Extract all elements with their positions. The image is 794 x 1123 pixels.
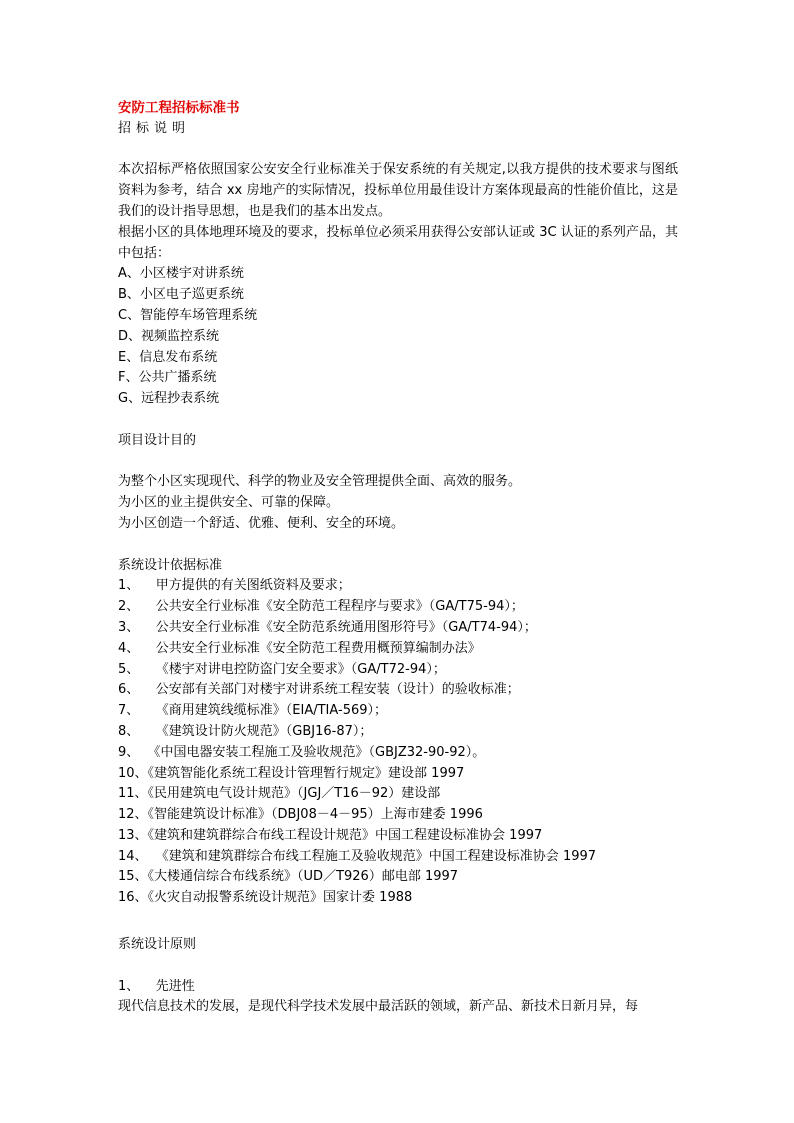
list-item: B、小区电子巡更系统 bbox=[118, 287, 244, 303]
list-item: 10、《建筑智能化系统工程设计管理暂行规定》建设部 1997 bbox=[118, 765, 465, 781]
goal-heading: 项目设计目的 bbox=[118, 432, 197, 448]
principles-heading: 系统设计原则 bbox=[118, 937, 197, 953]
document-title: 安防工程招标标准书 bbox=[118, 100, 240, 116]
list-item: A、小区楼宇对讲系统 bbox=[118, 266, 244, 282]
list-item: 11、《民用建筑电气设计规范》（JGJ／T16－92）建设部 bbox=[118, 786, 441, 802]
list-item: 5、 《楼宇对讲电控防盗门安全要求》（GA/T72-94）； bbox=[118, 661, 446, 677]
standards-heading: 系统设计依据标准 bbox=[118, 557, 223, 573]
list-item: 4、 公共安全行业标准《安全防范工程费用概预算编制办法》 bbox=[118, 640, 481, 656]
document-page bbox=[118, 98, 678, 1018]
list-item: 3、 公共安全行业标准《安全防范系统通用图形符号》（GA/T74-94）； bbox=[118, 619, 537, 635]
list-item: 14、 《建筑和建筑群综合布线工程施工及验收规范》中国工程建设标准协会 1997 bbox=[118, 848, 597, 864]
list-item: 为小区创造一个舒适、优雅、便利、安全的环境。 bbox=[118, 515, 405, 531]
list-item: 2、 公共安全行业标准《安全防范工程程序与要求》（GA/T75-94）； bbox=[118, 599, 524, 615]
list-item: 6、 公安部有关部门对楼宇对讲系统工程安装（设计）的验收标准； bbox=[118, 682, 520, 698]
list-item: 7、 《商用建筑线缆标准》（EIA/TIA-569）； bbox=[118, 703, 388, 719]
list-item: F、公共广播系统 bbox=[118, 370, 217, 386]
list-item: 9、 《中国电器安装工程施工及验收规范》（GBJZ32-90-92）。 bbox=[118, 744, 486, 760]
principle-1-title: 1、 先进性 bbox=[118, 978, 195, 994]
list-item: 为整个小区实现现代、科学的物业及安全管理提供全面、高效的服务。 bbox=[118, 474, 522, 490]
list-item: 为小区的业主提供安全、可靠的保障。 bbox=[118, 495, 340, 511]
intro-paragraph-2: 根据小区的具体地理环境及的要求，投标单位必须采用获得公安部认证或 3C 认证的系列产品，其中包括： bbox=[118, 224, 678, 261]
list-item: 8、 《建筑设计防火规范》（GBJ16-87）； bbox=[118, 723, 373, 739]
principle-1-text: 现代信息技术的发展，是现代科学技术发展中最活跃的领域，新产品、新技术日新月异，每 bbox=[118, 999, 639, 1015]
system-list bbox=[118, 264, 678, 410]
list-item: 16、《火灾自动报警系统设计规范》国家计委 1988 bbox=[118, 890, 413, 906]
list-item: C、智能停车场管理系统 bbox=[118, 307, 258, 323]
list-item: 12、《智能建筑设计标准》（DBJ08－4－95）上海市建委 1996 bbox=[118, 807, 483, 823]
list-item: 1、 甲方提供的有关图纸资料及要求； bbox=[118, 578, 351, 594]
goal-list bbox=[118, 472, 678, 534]
list-item: 13、《建筑和建筑群综合布线工程设计规范》中国工程建设标准协会 1997 bbox=[118, 827, 543, 843]
intro-paragraph-1: 本次招标严格依照国家公安安全行业标准关于保安系统的有关规定,以我方提供的技术要求与图纸资料为参考，结合 xx 房地产的实际情况，投标单位用最佳设计方案体现最高的性能价值比，这是我们的设计指导思想，也是我们的基本出发点。 bbox=[118, 162, 678, 219]
list-item: D、视频监控系统 bbox=[118, 328, 220, 344]
document-subtitle: 招标说明 bbox=[118, 120, 191, 136]
standards-list bbox=[118, 576, 678, 909]
list-item: E、信息发布系统 bbox=[118, 349, 218, 365]
list-item: 15、《大楼通信综合布线系统》（UD／T926）邮电部 1997 bbox=[118, 869, 459, 885]
list-item: G、远程抄表系统 bbox=[118, 391, 220, 407]
